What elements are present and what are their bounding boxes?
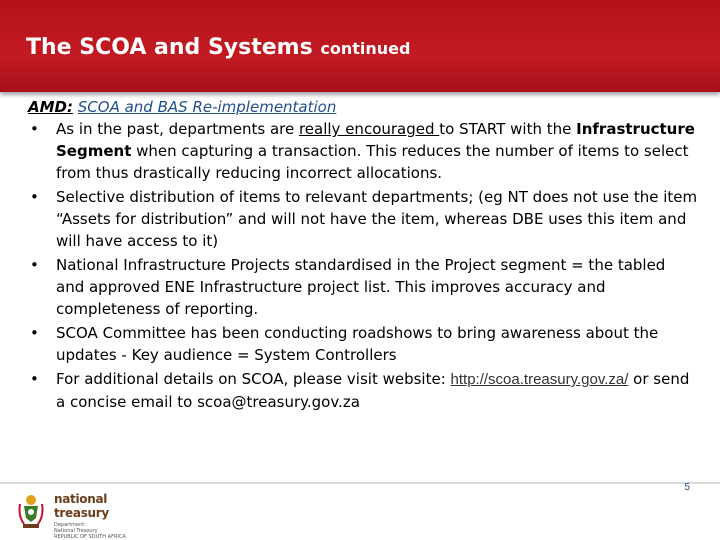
- list-item: [28, 322, 698, 366]
- slide-title: [26, 35, 410, 60]
- bullet-text: Selective distribution of items to relevant departments; (eg NT does not use the item “Assets for distribution” and will not have the item, whereas DBE uses this item and will have access to it): [56, 188, 698, 250]
- bullet-list: [28, 118, 698, 413]
- bullet-text: when capturing a transaction. This reduces the number of items to select from thus drastically reducing incorrect allocations.: [56, 142, 689, 182]
- emphasis-bold: Infrastructure Segment: [56, 120, 695, 160]
- org-line: National Treasury: [54, 528, 98, 534]
- heading-label: AMD:: [28, 98, 73, 116]
- bullet-icon: •: [30, 120, 39, 138]
- bullet-icon: •: [30, 370, 39, 388]
- bullet-text: or send a concise email to scoa@treasury.gov.za: [56, 370, 690, 411]
- coat-of-arms-icon: [16, 492, 46, 532]
- title-bar: [0, 0, 720, 92]
- logo-text: [54, 492, 156, 540]
- bullet-icon: •: [30, 188, 39, 206]
- national-treasury-logo: [16, 492, 156, 540]
- heading-text: SCOA and BAS Re-implementation: [77, 98, 337, 116]
- bullet-icon: •: [30, 324, 39, 342]
- list-item: [28, 118, 698, 184]
- list-item: [28, 254, 698, 320]
- org-line: Department:: [54, 522, 86, 528]
- bullet-text: As in the past, departments are: [56, 120, 299, 138]
- org-line: REPUBLIC OF SOUTH AFRICA: [54, 534, 126, 540]
- title-sub: continued: [320, 39, 411, 58]
- bullet-text: For additional details on SCOA, please visit website:: [56, 370, 451, 388]
- title-main: The SCOA and Systems: [26, 35, 313, 60]
- list-item: [28, 368, 698, 413]
- page-number: 5: [684, 482, 690, 493]
- list-item: [28, 186, 698, 252]
- bullet-text: SCOA Committee has been conducting roadshows to bring awareness about the updates - Key audience = System Controllers: [56, 324, 659, 364]
- section-heading: [28, 96, 698, 118]
- bullet-text: National Infrastructure Projects standardised in the Project segment = the tabled and approved ENE Infrastructure project list. This improves accuracy and completeness of reporting.: [56, 256, 666, 318]
- org-lines: [54, 522, 156, 540]
- slide-content: [28, 96, 698, 415]
- org-name: national treasury: [54, 492, 109, 520]
- bullet-text: to START with the: [439, 120, 577, 138]
- footer-divider: [0, 482, 720, 484]
- bullet-icon: •: [30, 256, 39, 274]
- footer: [0, 482, 720, 540]
- scoa-website-link[interactable]: http://scoa.treasury.gov.za/: [450, 371, 629, 388]
- emphasis-underline: really encouraged: [298, 120, 440, 138]
